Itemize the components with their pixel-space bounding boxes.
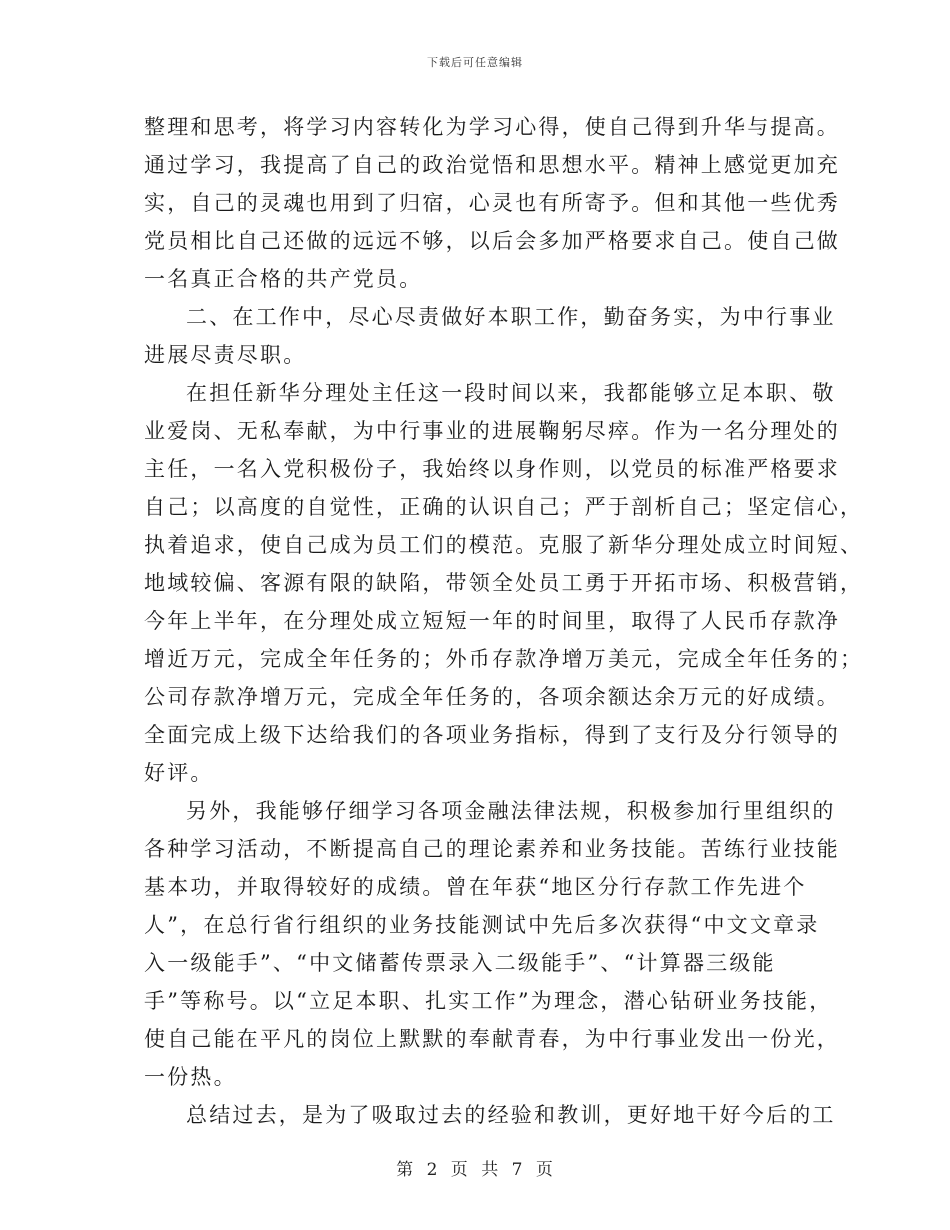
text-line: 在担任新华分理处主任这一段时间以来，我都能够立足本职、敬 bbox=[186, 381, 836, 405]
text-line: 整理和思考，将学习内容转化为学习心得，使自己得到升华与提高。 bbox=[144, 115, 840, 139]
text-line: 自己；以高度的自觉性，正确的认识自己；严于剖析自己；坚定信心， bbox=[144, 495, 864, 519]
text-line: 执着追求，使自己成为员工们的模范。克服了新华分理处成立时间短、 bbox=[144, 533, 864, 557]
text-line: 人”，在总行省行组织的业务技能测试中先后多次获得“中文文章录 bbox=[144, 913, 820, 937]
document-body bbox=[144, 108, 864, 1134]
text-line: 通过学习，我提高了自己的政治觉悟和思想水平。精神上感觉更加充 bbox=[144, 153, 840, 177]
text-line: 入一级能手”、“中文储蓄传票录入二级能手”、“计算器三级能 bbox=[144, 951, 776, 975]
text-line: 一份热。 bbox=[144, 1065, 237, 1089]
text-line: 业爱岗、无私奉献，为中行事业的进展鞠躬尽瘁。作为一名分理处的 bbox=[144, 419, 840, 443]
text-line: 今年上半年，在分理处成立短短一年的时间里，取得了人民币存款净 bbox=[144, 609, 840, 633]
text-line: 进展尽责尽职。 bbox=[144, 343, 307, 367]
text-line: 二、在工作中，尽心尽责做好本职工作，勤奋务实，为中行事业 bbox=[186, 305, 836, 329]
text-line: 全面完成上级下达给我们的各项业务指标，得到了支行及分行领导的 bbox=[144, 723, 840, 747]
text-line: 一名真正合格的共产党员。 bbox=[144, 267, 423, 291]
page-header: 下载后可任意编辑 bbox=[427, 56, 523, 69]
text-line: 使自己能在平凡的岗位上默默的奉献青春，为中行事业发出一份光， bbox=[144, 1027, 840, 1051]
text-line: 地域较偏、客源有限的缺陷，带领全处员工勇于开拓市场、积极营销， bbox=[144, 571, 864, 595]
text-line: 另外，我能够仔细学习各项金融法律法规，积极参加行里组织的 bbox=[186, 799, 836, 823]
text-line: 公司存款净增万元，完成全年任务的，各项余额达余万元的好成绩。 bbox=[144, 685, 840, 709]
text-line: 基本功，并取得较好的成绩。曾在年获“地区分行存款工作先进个 bbox=[144, 875, 807, 899]
text-line: 手”等称号。以“立足本职、扎实工作”为理念，潜心钻研业务技能， bbox=[144, 989, 833, 1013]
text-line: 实，自己的灵魂也用到了归宿，心灵也有所寄予。但和其他一些优秀 bbox=[144, 191, 840, 215]
text-line: 主任，一名入党积极份子，我始终以身作则，以党员的标准严格要求 bbox=[144, 457, 840, 481]
text-line: 党员相比自己还做的远远不够，以后会多加严格要求自己。使自己做 bbox=[144, 229, 840, 253]
page-number-footer: 第 2 页 共 7 页 bbox=[396, 1160, 554, 1180]
text-line: 增近万元，完成全年任务的；外币存款净增万美元，完成全年任务的； bbox=[144, 647, 864, 671]
text-line: 好评。 bbox=[144, 761, 214, 785]
text-line: 各种学习活动，不断提高自己的理论素养和业务技能。苦练行业技能 bbox=[144, 837, 840, 861]
text-line: 总结过去，是为了吸取过去的经验和教训，更好地干好今后的工 bbox=[186, 1103, 836, 1127]
